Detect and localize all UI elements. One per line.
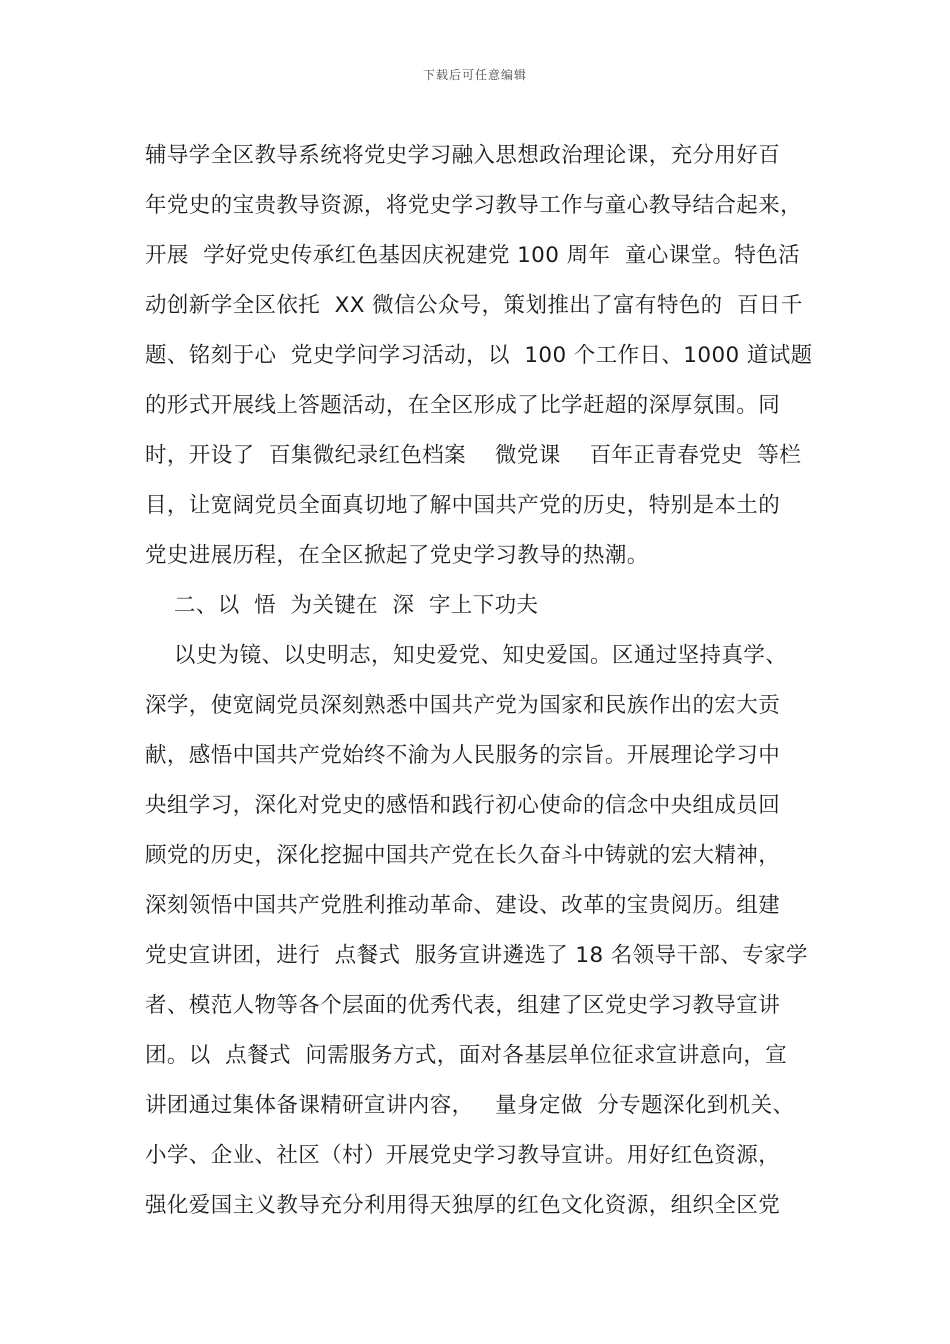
body-text [145, 131, 825, 1231]
text-line: 党史宣讲团，进行 点餐式 服务宣讲遴选了 18 名领导干部、专家学 [145, 943, 808, 968]
text-line: 团。以 点餐式 问需服务方式，面对各基层单位征求宣讲意向，宣 [145, 1043, 788, 1068]
text-line: 年党史的宝贵教导资源，将党史学习教导工作与童心教导结合起来， [145, 193, 803, 218]
text-line: 的形式开展线上答题活动，在全区形成了比学赶超的深厚氛围。同 [145, 393, 781, 418]
text-line: 开展 学好党史传承红色基因庆祝建党 100 周年 童心课堂。特色活 [145, 243, 801, 268]
header-note: 下载后可任意编辑 [422, 68, 527, 82]
text-line: 强化爱国主义教导充分利用得天独厚的红色文化资源，组织全区党 [145, 1193, 781, 1218]
text-line: 央组学习，深化对党史的感悟和践行初心使命的信念中央组成员回 [145, 793, 781, 818]
text-line: 者、模范人物等各个层面的优秀代表，组建了区党史学习教导宣讲 [145, 993, 781, 1018]
text-line: 小学、企业、社区（村）开展党史学习教导宣讲。用好红色资源， [145, 1143, 781, 1168]
text-line: 题、铭刻于心 党史学问学习活动，以 100 个工作日、1000 道试题 [145, 343, 813, 368]
text-line: 动创新学全区依托 XX 微信公众号，策划推出了富有特色的 百日千 [145, 293, 803, 318]
text-line: 深刻领悟中国共产党胜利推动革命、建设、改革的宝贵阅历。组建 [145, 893, 781, 918]
text-line: 深学，使宽阔党员深刻熟悉中国共产党为国家和民族作出的宏大贡 [145, 693, 781, 718]
text-line: 以史为镜、以史明志，知史爱党、知史爱国。区通过坚持真学、 [145, 643, 788, 668]
text-line: 辅导学全区教导系统将党史学习融入思想政治理论课，充分用好百 [145, 143, 781, 168]
text-line: 时，开设了 百集微纪录红色档案 微党课 百年正青春党史 等栏 [145, 443, 802, 468]
text-line: 党史进展历程，在全区掀起了党史学习教导的热潮。 [145, 543, 649, 568]
text-line: 讲团通过集体备课精研宣讲内容， 量身定做 分专题深化到机关、 [145, 1093, 795, 1118]
text-line: 顾党的历史，深化挖掘中国共产党在长久奋斗中铸就的宏大精神， [145, 843, 781, 868]
section-heading: 二、以 悟 为关键在 深 字上下功夫 [145, 593, 539, 618]
text-line: 目，让宽阔党员全面真切地了解中国共产党的历史，特别是本土的 [145, 493, 781, 518]
text-line: 献，感悟中国共产党始终不渝为人民服务的宗旨。开展理论学习中 [145, 743, 781, 768]
